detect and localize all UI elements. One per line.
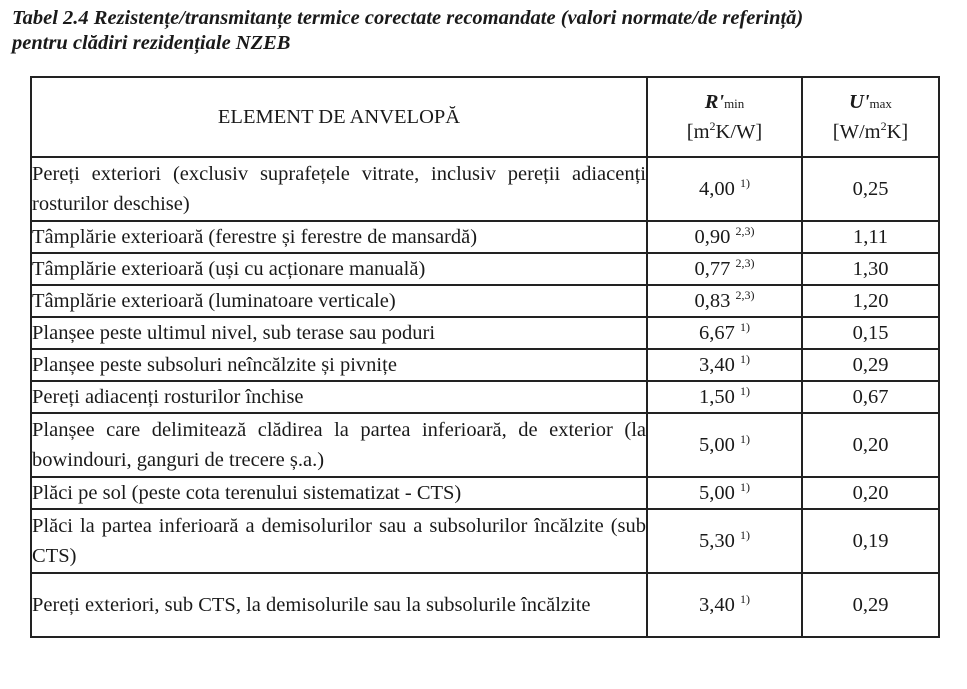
table-row xyxy=(31,285,939,317)
r-min-cell xyxy=(647,349,802,381)
table-row xyxy=(31,573,939,637)
footnote-ref: 2,3) xyxy=(735,224,755,238)
r-min-cell xyxy=(647,285,802,317)
u-max-cell: 0,25 xyxy=(802,157,939,221)
table-row xyxy=(31,509,939,573)
r-min-cell xyxy=(647,253,802,285)
table-row xyxy=(31,253,939,285)
r-unit-pre: [m xyxy=(686,121,710,143)
r-value: 5,00 xyxy=(699,434,735,456)
u-max-cell: 0,15 xyxy=(802,317,939,349)
r-value: 1,50 xyxy=(699,386,735,408)
u-max-cell: 1,20 xyxy=(802,285,939,317)
element-cell: Tâmplărie exterioară (ferestre și ferestre de mansardă) xyxy=(31,221,647,253)
table-row xyxy=(31,381,939,413)
r-value: 0,90 xyxy=(694,226,731,248)
element-cell: Pereți exteriori (exclusiv suprafețele vitrate, inclusiv pereții adiacenți rosturilor deschise) xyxy=(31,157,647,221)
u-max-cell: 0,67 xyxy=(802,381,939,413)
table-row xyxy=(31,317,939,349)
caption-line-1: Tabel 2.4 Rezistențe/transmitanțe termice corectate recomandate (valori normate/de referință) xyxy=(12,7,804,29)
r-value: 0,77 xyxy=(694,258,731,280)
footnote-ref: 1) xyxy=(740,352,750,366)
element-cell: Tâmplărie exterioară (uși cu acționare manuală) xyxy=(31,253,647,285)
footnote-ref: 1) xyxy=(740,176,750,190)
table-row xyxy=(31,413,939,477)
r-min-cell xyxy=(647,509,802,573)
footnote-ref: 2,3) xyxy=(735,288,755,302)
header-r-min xyxy=(647,77,802,157)
u-unit-pre: [W/m xyxy=(832,121,881,143)
u-symbol: U' xyxy=(849,91,870,113)
r-min-cell xyxy=(647,157,802,221)
u-max-cell: 0,20 xyxy=(802,477,939,509)
r-value: 4,00 xyxy=(699,178,735,200)
r-symbol: R' xyxy=(704,91,725,113)
r-value: 6,67 xyxy=(699,322,735,344)
footnote-ref: 1) xyxy=(740,320,750,334)
u-unit-post: K] xyxy=(886,121,909,143)
footnote-ref: 1) xyxy=(740,528,750,542)
r-min-cell xyxy=(647,477,802,509)
r-min-cell xyxy=(647,413,802,477)
element-cell: Pereți exteriori, sub CTS, la demisolurile sau la subsolurile încălzite xyxy=(31,573,647,637)
footnote-ref: 1) xyxy=(740,592,750,606)
r-value: 5,30 xyxy=(699,530,735,552)
element-cell: Planșee peste subsoluri neîncălzite și pivnițe xyxy=(31,349,647,381)
u-max-cell: 1,30 xyxy=(802,253,939,285)
table-row xyxy=(31,221,939,253)
footnote-ref: 1) xyxy=(740,384,750,398)
r-min-cell xyxy=(647,381,802,413)
footnote-ref: 2,3) xyxy=(735,256,755,270)
r-min-cell xyxy=(647,573,802,637)
u-max-cell: 0,29 xyxy=(802,573,939,637)
table-row xyxy=(31,157,939,221)
r-value: 3,40 xyxy=(699,354,735,376)
r-min-cell xyxy=(647,221,802,253)
header-row xyxy=(31,77,939,157)
table-row xyxy=(31,349,939,381)
element-cell: Planșee care delimitează clădirea la partea inferioară, de exterior (la bowindouri, ganguri de trecere ș.a.) xyxy=(31,413,647,477)
element-cell: Pereți adiacenți rosturilor închise xyxy=(31,381,647,413)
r-value: 0,83 xyxy=(694,290,731,312)
footnote-ref: 1) xyxy=(740,432,750,446)
thermal-resistance-table xyxy=(30,76,940,638)
r-unit-post: K/W] xyxy=(715,121,763,143)
table-caption xyxy=(12,6,957,56)
u-max-cell: 0,19 xyxy=(802,509,939,573)
u-max-cell: 1,11 xyxy=(802,221,939,253)
r-value: 5,00 xyxy=(699,482,735,504)
element-cell: Plăci la partea inferioară a demisolurilor sau a subsolurilor încălzite (sub CTS) xyxy=(31,509,647,573)
element-cell: Tâmplărie exterioară (luminatoare verticale) xyxy=(31,285,647,317)
element-cell: Planșee peste ultimul nivel, sub terase sau poduri xyxy=(31,317,647,349)
element-cell: Plăci pe sol (peste cota terenului sistematizat - CTS) xyxy=(31,477,647,509)
footnote-ref: 1) xyxy=(740,480,750,494)
r-value: 3,40 xyxy=(699,594,735,616)
table-row xyxy=(31,477,939,509)
r-min-cell xyxy=(647,317,802,349)
header-element: ELEMENT DE ANVELOPĂ xyxy=(31,77,647,157)
u-max-cell: 0,29 xyxy=(802,349,939,381)
r-subscript: min xyxy=(724,96,745,111)
u-subscript: max xyxy=(869,96,892,111)
r-unit-exponent: 2 xyxy=(709,119,716,134)
u-unit-exponent: 2 xyxy=(880,119,887,134)
u-max-cell: 0,20 xyxy=(802,413,939,477)
caption-line-2: pentru clădiri rezidențiale NZEB xyxy=(12,32,291,54)
header-u-max xyxy=(802,77,939,157)
